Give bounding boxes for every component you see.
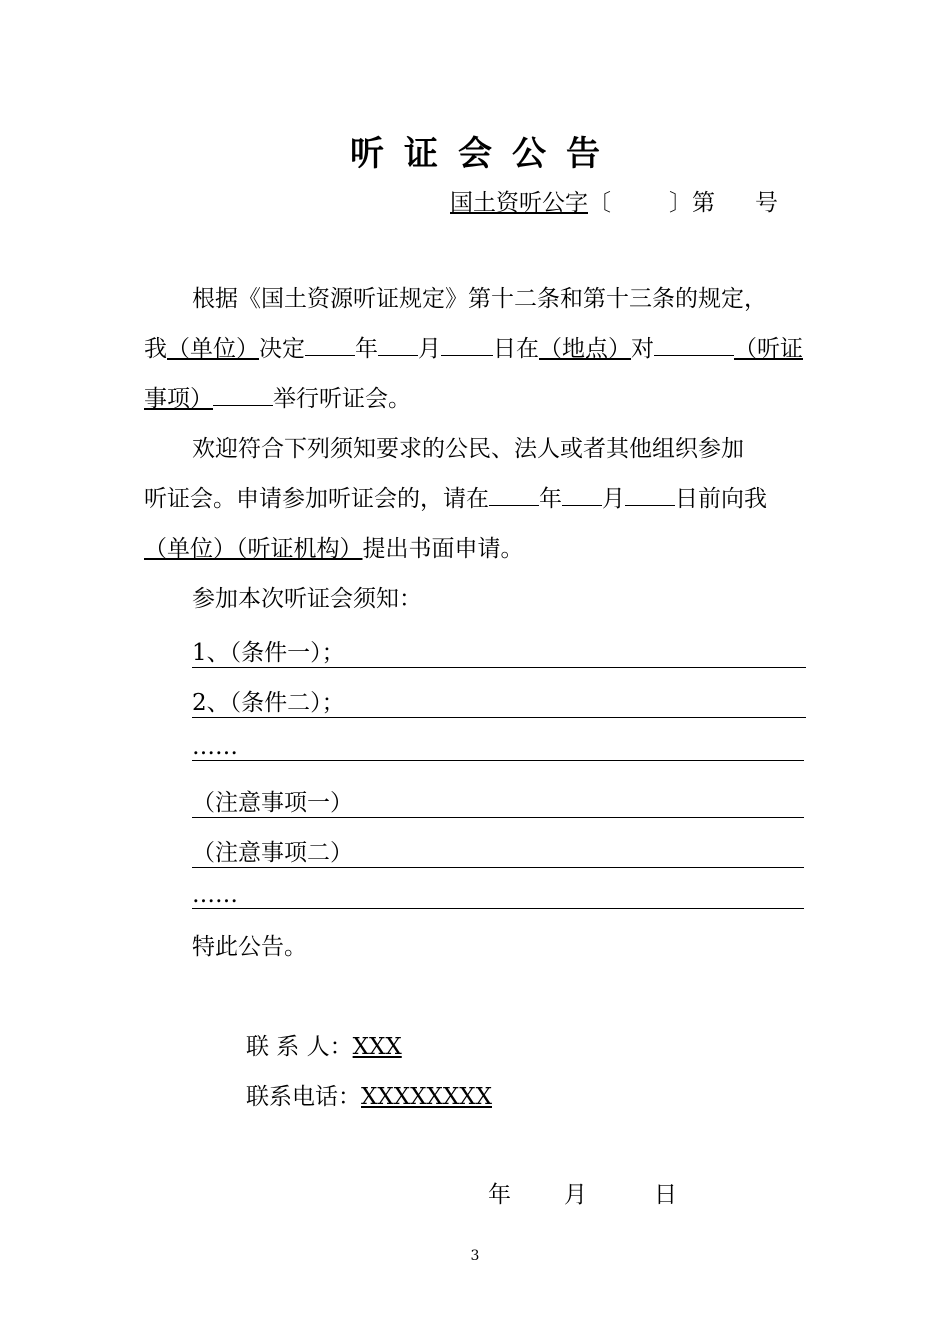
closing-text: 特此公告。: [192, 934, 307, 960]
para2-line3: [144, 524, 524, 574]
blank-year: [305, 337, 355, 356]
para1-month: 月: [418, 336, 441, 362]
date-day: 日: [654, 1182, 677, 1208]
contact-phone-label: 联系电话：: [246, 1084, 361, 1110]
para1-place: （地点）: [539, 336, 631, 362]
para1-wo: 我: [144, 336, 167, 362]
notice-item: 1、（条件一）；: [192, 634, 806, 668]
contact-person-label: 联 系 人：: [246, 1034, 353, 1060]
para1-to: 对: [631, 336, 654, 362]
para2-year: 年: [539, 486, 562, 512]
para2-line1: 欢迎符合下列须知要求的公民、法人或者其他组织参加: [192, 436, 744, 462]
para1-line1: 根据《国土资源听证规定》第十二条和第十三条的规定，: [192, 286, 767, 312]
para2-org: （单位）（听证机构）: [144, 536, 363, 562]
para2-day-before: 日前向我: [675, 486, 767, 512]
notice-item: ……: [192, 734, 804, 761]
date-year: 年: [488, 1182, 511, 1208]
notice-item: 2、（条件二）；: [192, 684, 806, 718]
blank-day-2: [625, 487, 675, 506]
para1-line2: [144, 324, 803, 374]
blank-day: [441, 337, 493, 356]
para1-decide: 决定: [259, 336, 305, 362]
blank-matter: [654, 337, 734, 356]
notice-heading: 参加本次听证会须知：: [192, 586, 422, 612]
notice-item: ……: [192, 882, 804, 909]
doc-number-prefix: 国土资听公字: [450, 190, 588, 216]
page-number: 3: [470, 1248, 480, 1264]
para1-unit: （单位）: [167, 336, 259, 362]
contact-phone: [246, 1072, 492, 1122]
document-number: [450, 184, 778, 217]
blank-year-2: [489, 487, 539, 506]
doc-number-close-bracket: 〕第: [669, 190, 715, 216]
para2-intro: 听证会。申请参加听证会的，请在: [144, 486, 489, 512]
para1-line3: [144, 374, 411, 424]
blank-month: [378, 337, 418, 356]
para1-day-at: 日在: [493, 336, 539, 362]
contact-person-value: XXX: [352, 1034, 402, 1060]
contact-phone-value: XXXXXXXX: [361, 1084, 492, 1110]
notice-item: （注意事项二）: [192, 834, 804, 868]
blank-matter-end: [213, 387, 273, 406]
para2-line2: [144, 474, 767, 524]
contact-person: [246, 1022, 402, 1072]
para1-hold: 举行听证会。: [273, 386, 411, 412]
doc-number-open-bracket: 〔: [588, 190, 611, 216]
date-month: 月: [564, 1182, 587, 1208]
para1-matter-b: 事项）: [144, 386, 213, 412]
para2-month: 月: [602, 486, 625, 512]
para1-year: 年: [355, 336, 378, 362]
doc-number-suffix: 号: [755, 190, 778, 216]
blank-month-2: [562, 487, 602, 506]
para2-submit: 提出书面申请。: [362, 536, 524, 562]
page-title: 听证会公告: [350, 134, 620, 174]
para1-matter-a: （听证: [734, 336, 803, 362]
notice-item: （注意事项一）: [192, 784, 804, 818]
